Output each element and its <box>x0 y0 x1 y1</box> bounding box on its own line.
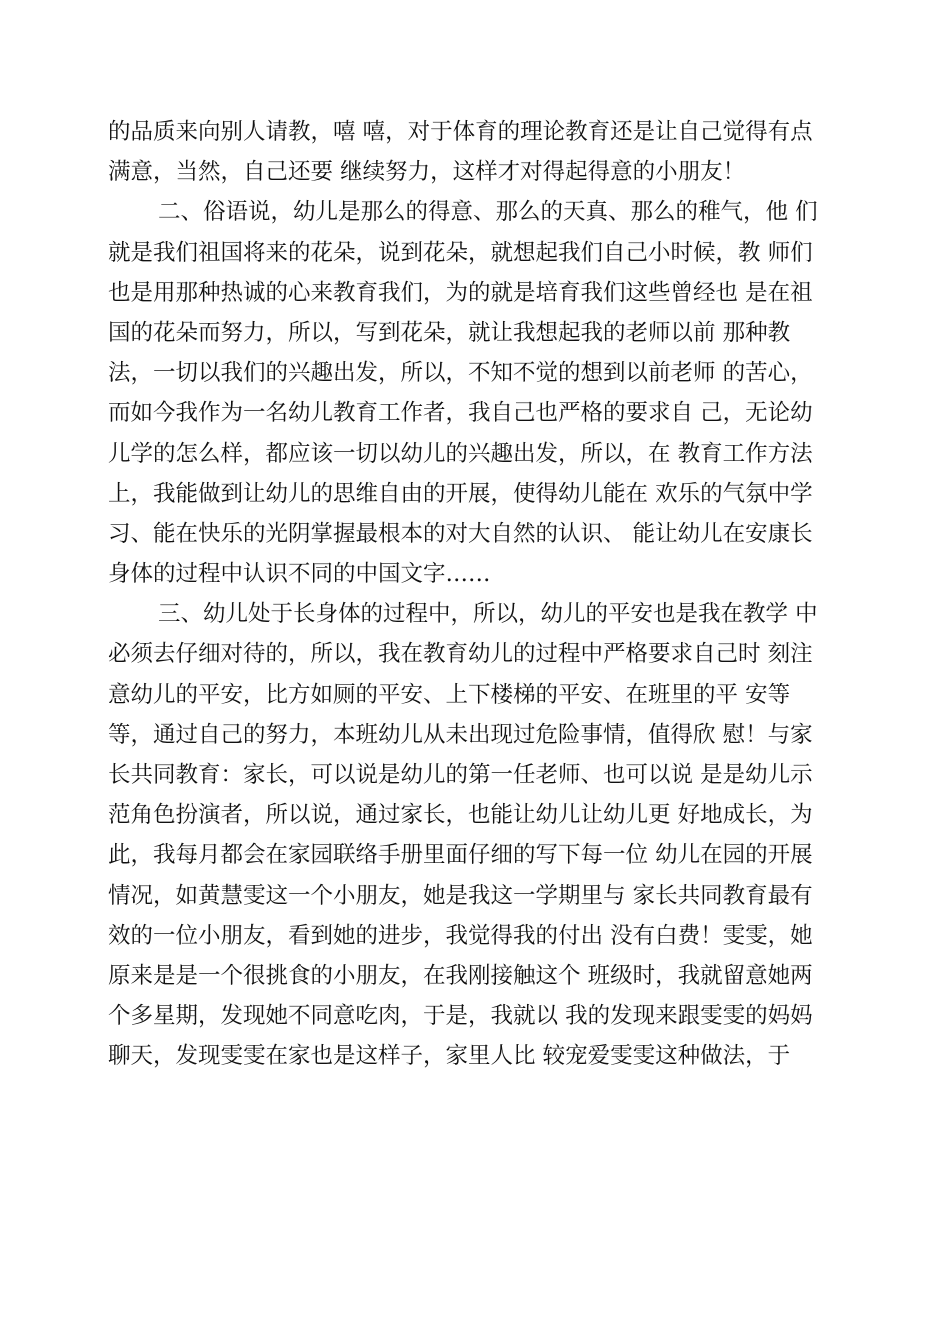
text-line: 聊天，发现雯雯在家也是这样子，家里人比 较宠爱雯雯这种做法，于 <box>108 1043 791 1070</box>
text-line: 上，我能做到让幼儿的思维自由的开展，使得幼儿能在 欢乐的气氛中学 <box>108 480 813 507</box>
text-line: 法，一切以我们的兴趣出发，所以，不知不觉的想到以前老师 的苦心， <box>108 360 813 387</box>
text-line: 意幼儿的平安，比方如厕的平安、上下楼梯的平安、在班里的平 安等 <box>108 681 791 708</box>
text-line: 个多星期，发现她不同意吃肉，于是，我就以 我的发现来跟雯雯的妈妈 <box>108 1003 813 1030</box>
document-body <box>108 112 848 1077</box>
text-line: 也是用那种热诚的心来教育我们，为的就是培育我们这些曾经也 是在祖 <box>108 279 813 306</box>
text-line: 等，通过自己的努力，本班幼儿从未出现过危险事情，值得欣 慰！与家 <box>108 721 813 748</box>
text-line: 儿学的怎么样，都应该一切以幼儿的兴趣出发，所以，在 教育工作方法 <box>108 440 813 467</box>
text-line: 三、幼儿处于长身体的过程中，所以，幼儿的平安也是我在教学 中 <box>158 601 818 628</box>
text-line: 范角色扮演者，所以说，通过家长，也能让幼儿让幼儿更 好地成长，为 <box>108 802 813 829</box>
text-line: 习、能在快乐的光阴掌握最根本的对大自然的认识、 能让幼儿在安康长 <box>108 520 813 547</box>
text-line: 满意，当然，自己还要 继续努力，这样才对得起得意的小朋友！ <box>108 159 746 186</box>
text-line: 国的花朵而努力，所以，写到花朵，就让我想起我的老师以前 那种教 <box>108 319 791 346</box>
text-line: 必须去仔细对待的，所以，我在教育幼儿的过程中严格要求自己时 刻注 <box>108 641 813 668</box>
text-line: 的品质来向别人请教，嘻 嘻，对于体育的理论教育还是让自己觉得有点 <box>108 119 813 145</box>
text-line: 身体的过程中认识不同的中国文字…… <box>108 561 491 588</box>
text-line: 此，我每月都会在家园联络手册里面仔细的写下每一位 幼儿在园的开展 <box>108 842 813 869</box>
text-line: 就是我们祖国将来的花朵，说到花朵，就想起我们自己小时候，教 师们 <box>108 239 813 266</box>
text-line: 长共同教育：家长，可以说是幼儿的第一任老师、也可以说 是是幼儿示 <box>108 762 813 788</box>
text-line: 二、俗语说，幼儿是那么的得意、那么的天真、那么的稚气，他 们 <box>158 199 818 226</box>
text-line: 原来是是一个很挑食的小朋友，在我刚接触这个 班级时，我就留意她两 <box>108 962 813 989</box>
text-line: 而如今我作为一名幼儿教育工作者，我自己也严格的要求自 己，无论幼 <box>108 400 813 427</box>
text-line: 效的一位小朋友，看到她的进步，我觉得我的付出 没有白费！雯雯，她 <box>108 922 813 949</box>
text-line: 情况，如黄慧雯这一个小朋友，她是我这一学期里与 家长共同教育最有 <box>108 882 813 909</box>
